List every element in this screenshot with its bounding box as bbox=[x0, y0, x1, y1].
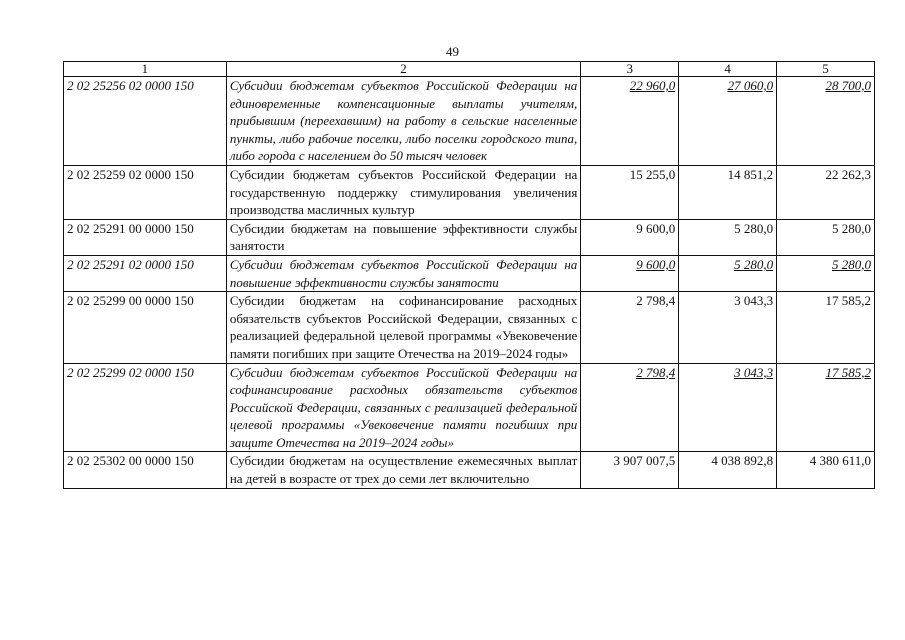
value-year-2: 14 851,2 bbox=[727, 166, 774, 182]
value-year-3: 17 585,2 bbox=[825, 293, 871, 309]
column-header: 2 bbox=[226, 62, 580, 77]
budget-description: Субсидии бюджетам на софинансирование расходных обязательств субъектов Российской Федерации, связанных с реализацией федеральной целевой программы «Увековечение памяти погибших при защите Отечества на 2019–2024 годы» bbox=[226, 292, 580, 363]
column-number-row bbox=[64, 62, 875, 77]
column-header: 5 bbox=[777, 62, 875, 77]
page-number: 49 bbox=[446, 44, 459, 59]
budget-code: 2 02 25291 02 0000 150 bbox=[64, 255, 227, 291]
budget-code: 2 02 25291 00 0000 150 bbox=[64, 219, 227, 255]
value-year-1: 15 255,0 bbox=[629, 166, 676, 182]
budget-description: Субсидии бюджетам на повышение эффективности службы занятости bbox=[226, 219, 580, 255]
value-year-2: 3 043,3 bbox=[734, 364, 774, 380]
budget-description: Субсидии бюджетам субъектов Российской Федерации на единовременные компенсационные выплаты учителям, прибывшим (переехавшим) на работу в сельские населенные пункты, либо рабочие поселки, либо поселки городского типа, либо города с населением до 50 тысяч человек bbox=[226, 77, 580, 166]
budget-code: 2 02 25259 02 0000 150 bbox=[64, 165, 227, 219]
value-year-1: 9 600,0 bbox=[636, 256, 676, 272]
table-row bbox=[64, 292, 875, 363]
value-year-2: 3 043,3 bbox=[734, 293, 774, 309]
budget-code: 2 02 25299 02 0000 150 bbox=[64, 363, 227, 452]
table-row bbox=[64, 219, 875, 255]
value-year-1: 22 960,0 bbox=[629, 78, 676, 93]
value-year-1: 9 600,0 bbox=[636, 220, 676, 236]
value-year-2: 4 038 892,8 bbox=[711, 453, 774, 469]
table-row bbox=[64, 255, 875, 291]
budget-description: Субсидии бюджетам субъектов Российской Федерации на повышение эффективности службы занятости bbox=[226, 255, 580, 291]
table-row bbox=[64, 77, 875, 166]
value-year-3: 22 262,3 bbox=[825, 166, 871, 182]
table-row bbox=[64, 452, 875, 488]
column-header: 3 bbox=[581, 62, 679, 77]
budget-code: 2 02 25256 02 0000 150 bbox=[64, 77, 227, 166]
table-row bbox=[64, 363, 875, 452]
column-header: 4 bbox=[679, 62, 777, 77]
value-year-2: 27 060,0 bbox=[727, 78, 774, 93]
budget-description: Субсидии бюджетам субъектов Российской Федерации на государственную поддержку стимулирования увеличения производства масличных культур bbox=[226, 165, 580, 219]
column-header: 1 bbox=[64, 62, 227, 77]
budget-code: 2 02 25302 00 0000 150 bbox=[64, 452, 227, 488]
value-year-3: 17 585,2 bbox=[825, 364, 871, 380]
value-year-1: 2 798,4 bbox=[636, 364, 676, 380]
value-year-3: 28 700,0 bbox=[825, 78, 871, 93]
budget-description: Субсидии бюджетам на осуществление ежемесячных выплат на детей в возрасте от трех до семи лет включительно bbox=[226, 452, 580, 488]
budget-description: Субсидии бюджетам субъектов Российской Федерации на софинансирование расходных обязательств субъектов Российской Федерации, связанных с реализацией федеральной целевой программы «Увековечение памяти погибших при защите Отечества на 2019–2024 годы» bbox=[226, 363, 580, 452]
budget-table bbox=[63, 61, 875, 489]
table-row bbox=[64, 165, 875, 219]
value-year-1: 2 798,4 bbox=[636, 293, 676, 309]
value-year-1: 3 907 007,5 bbox=[613, 453, 676, 469]
value-year-3: 5 280,0 bbox=[832, 220, 871, 236]
value-year-2: 5 280,0 bbox=[734, 256, 774, 272]
budget-code: 2 02 25299 00 0000 150 bbox=[64, 292, 227, 363]
value-year-3: 4 380 611,0 bbox=[809, 453, 871, 469]
value-year-3: 5 280,0 bbox=[832, 256, 871, 272]
value-year-2: 5 280,0 bbox=[734, 220, 774, 236]
